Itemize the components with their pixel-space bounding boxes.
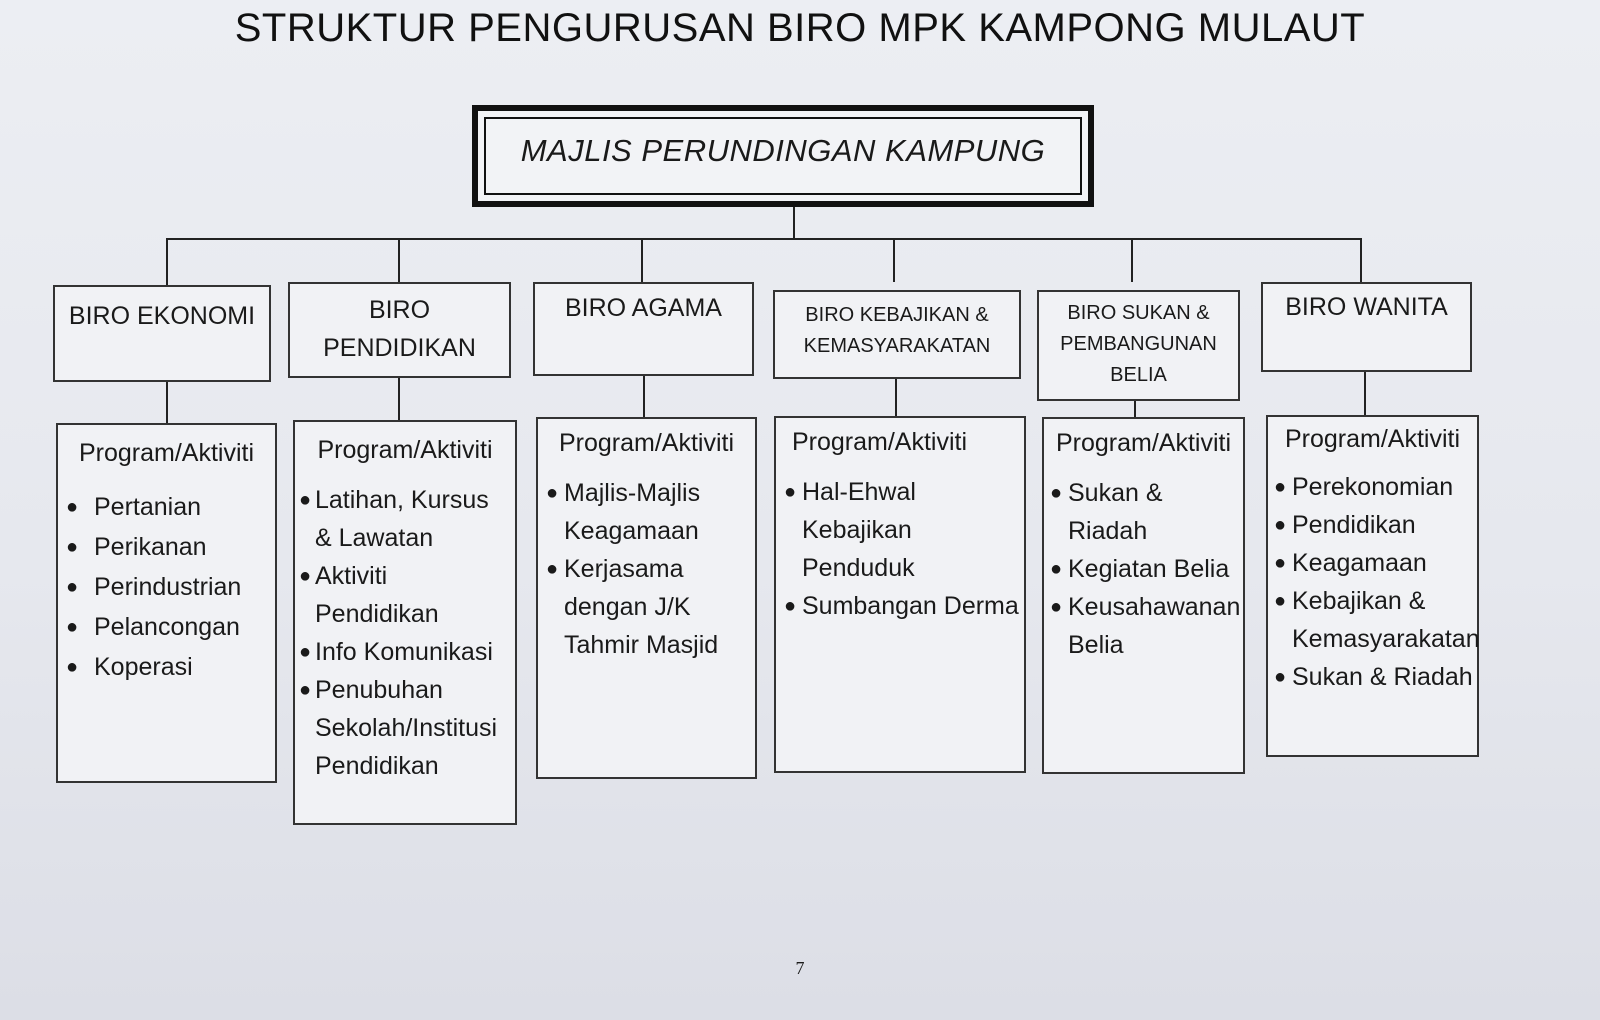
program-item: ● Sukan & Riadah xyxy=(1050,479,1163,545)
biro-ekonomi-program-box xyxy=(56,423,277,783)
program-item: ● Latihan, Kursus & Lawatan xyxy=(299,486,489,552)
biro-pendidikan-box xyxy=(288,282,511,378)
program-item: ● Sukan & Riadah xyxy=(1274,663,1473,691)
connector-horizontal-bus xyxy=(166,238,1362,240)
page-number: 7 xyxy=(795,958,805,978)
biro-kebajikan-box xyxy=(773,290,1021,379)
connector-bus-to-biro-wanita xyxy=(1360,239,1362,282)
program-item: ● Penubuhan Sekolah/Institusi Pendidikan xyxy=(299,676,498,780)
program-item: ● Majlis-Majlis Keagamaan xyxy=(546,479,701,545)
biro-agama-box xyxy=(533,282,754,376)
connector-bus-to-biro-ekonomi xyxy=(166,239,168,285)
root-node-box xyxy=(472,105,1094,207)
program-item: ● Aktiviti Pendidikan xyxy=(299,562,439,628)
program-item: ● Keusahawanan Belia xyxy=(1050,593,1241,659)
program-item: ● Perikanan xyxy=(66,533,207,561)
program-item: ● Koperasi xyxy=(66,653,193,681)
program-item: ● Kebajikan & Kemasyarakatan xyxy=(1274,587,1480,653)
biro-kebajikan-program-list xyxy=(784,473,1024,625)
program-item: ● Hal-Ehwal Kebajikan Penduduk xyxy=(784,478,916,582)
connector-bus-to-biro-kebajikan xyxy=(893,239,895,282)
program-item: ● Pertanian xyxy=(66,493,202,521)
biro-sukan-box xyxy=(1037,290,1240,401)
root-node-label: MAJLIS PERUNDINGAN KAMPUNG xyxy=(520,133,1046,168)
page-title: STRUKTUR PENGURUSAN BIRO MPK KAMPONG MULAUT xyxy=(234,6,1366,50)
biro-sukan-program-list xyxy=(1050,474,1243,664)
connector-biro-pendidikan-to-programs xyxy=(398,377,400,420)
biro-wanita-program-box xyxy=(1266,415,1479,757)
biro-agama-program-list xyxy=(546,474,755,664)
biro-ekonomi-program-heading: Program/Aktiviti xyxy=(78,439,255,467)
program-item: ● Sumbangan Derma xyxy=(784,592,1019,620)
biro-sukan-label: BIRO SUKAN & PEMBANGUNAN BELIA xyxy=(1060,302,1217,386)
connector-bus-to-biro-agama xyxy=(641,239,643,282)
biro-sukan-program-box xyxy=(1042,417,1245,774)
biro-pendidikan-program-box xyxy=(293,420,517,825)
program-item: ● Kerjasama dengan J/K Tahmir Masjid xyxy=(546,555,719,659)
biro-pendidikan-program-list xyxy=(299,481,515,785)
biro-ekonomi-program-list xyxy=(66,488,275,686)
root-node-inner-frame xyxy=(484,117,1082,195)
biro-agama-program-box xyxy=(536,417,757,779)
biro-ekonomi-box xyxy=(53,285,271,382)
connector-bus-to-biro-pendidikan xyxy=(398,239,400,282)
biro-agama-label: BIRO AGAMA xyxy=(565,294,722,322)
connector-bus-to-biro-sukan xyxy=(1131,239,1133,282)
biro-wanita-label: BIRO WANITA xyxy=(1285,293,1448,321)
program-item: ● Info Komunikasi xyxy=(299,638,493,666)
biro-pendidikan-label: BIRO PENDIDIKAN xyxy=(323,296,476,362)
biro-ekonomi-label: BIRO EKONOMI xyxy=(68,302,256,330)
connector-biro-agama-to-programs xyxy=(643,375,645,417)
program-item: ● Kegiatan Belia xyxy=(1050,555,1230,583)
program-item: ● Keagamaan xyxy=(1274,549,1427,577)
program-item: ● Pelancongan xyxy=(66,613,240,641)
biro-sukan-program-heading: Program/Aktiviti xyxy=(1055,429,1232,457)
connector-biro-wanita-to-programs xyxy=(1364,371,1366,415)
program-item: ● Perekonomian xyxy=(1274,473,1454,501)
connector-biro-ekonomi-to-programs xyxy=(166,381,168,423)
program-item: ● Pendidikan xyxy=(1274,511,1416,539)
biro-kebajikan-program-heading: Program/Aktiviti xyxy=(792,428,968,456)
biro-wanita-program-heading: Program/Aktiviti xyxy=(1284,425,1461,453)
biro-pendidikan-program-heading: Program/Aktiviti xyxy=(317,436,493,464)
biro-wanita-program-list xyxy=(1274,468,1480,696)
biro-agama-program-heading: Program/Aktiviti xyxy=(558,429,735,457)
biro-wanita-box xyxy=(1261,282,1472,372)
connector-root-down xyxy=(793,207,795,239)
program-item: ● Perindustrian xyxy=(66,573,242,601)
biro-kebajikan-label: BIRO KEBAJIKAN & KEMASYARAKATAN xyxy=(803,304,991,357)
biro-kebajikan-program-box xyxy=(774,416,1026,773)
